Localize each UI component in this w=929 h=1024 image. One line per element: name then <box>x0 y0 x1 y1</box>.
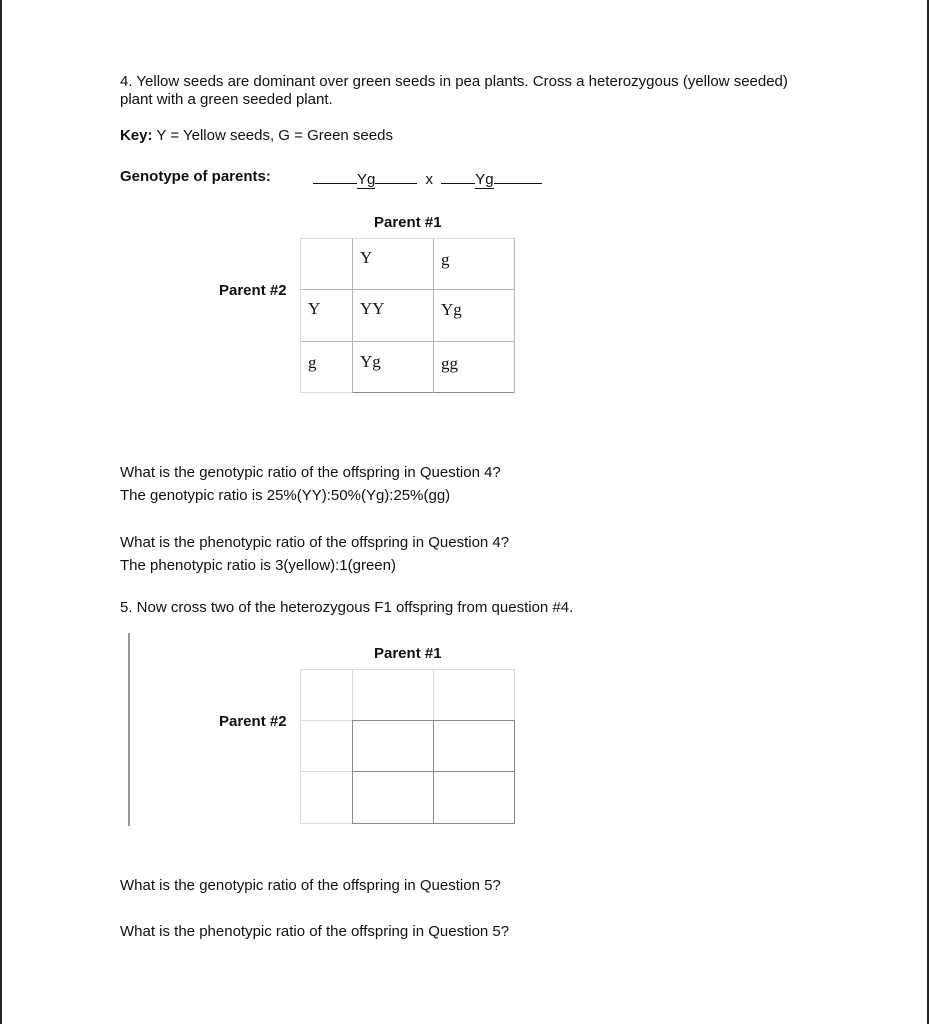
side-allele-1: Y <box>308 299 321 318</box>
key-text: Y = Yellow seeds, G = Green seeds <box>152 127 393 144</box>
q4-text-line2: plant with a green seeded plant. <box>120 91 333 108</box>
q5-parent2-label: Parent #2 <box>219 713 287 730</box>
cell-r1c2: Yg <box>441 300 462 319</box>
cell-r2c1: Yg <box>360 352 381 371</box>
q4-phenotypic-answer: The phenotypic ratio is 3(yellow):1(green) <box>120 557 396 574</box>
top-allele-1: Y <box>360 248 373 267</box>
genotype-label: Genotype of parents: <box>120 168 271 185</box>
q5-text: 5. Now cross two of the heterozygous F1 offspring from question #4. <box>120 599 574 616</box>
parent2-genotype: Yg <box>475 171 494 188</box>
q4-parent2-label: Parent #2 <box>219 282 287 299</box>
key-label: Key: <box>120 127 153 144</box>
q4-genotypic-question: What is the genotypic ratio of the offspring in Question 4? <box>120 464 501 481</box>
cell-r1c1: YY <box>360 299 385 318</box>
parent1-genotype: Yg <box>357 171 376 188</box>
q4-phenotypic-question: What is the phenotypic ratio of the offspring in Question 4? <box>120 534 510 551</box>
q5-parent1-label: Parent #1 <box>374 645 442 662</box>
q5-phenotypic-question: What is the phenotypic ratio of the offspring in Question 5? <box>120 923 510 940</box>
q4-text-line1: 4. Yellow seeds are dominant over green seeds in pea plants. Cross a heterozygous (yellow seeded) <box>120 73 788 90</box>
top-allele-2: g <box>441 250 450 269</box>
side-allele-2: g <box>308 353 317 372</box>
cell-r2c2: gg <box>441 354 458 373</box>
margin-bar <box>128 633 130 826</box>
q4-genotypic-answer: The genotypic ratio is 25%(YY):50%(Yg):25%(gg) <box>120 487 451 504</box>
key-line <box>120 127 393 145</box>
q5-genotypic-question: What is the genotypic ratio of the offspring in Question 5? <box>120 877 501 894</box>
page-border-left <box>0 0 2 1024</box>
q4-parent1-label: Parent #1 <box>374 214 442 231</box>
cross-symbol: x <box>425 171 434 188</box>
genotype-line <box>313 168 542 189</box>
